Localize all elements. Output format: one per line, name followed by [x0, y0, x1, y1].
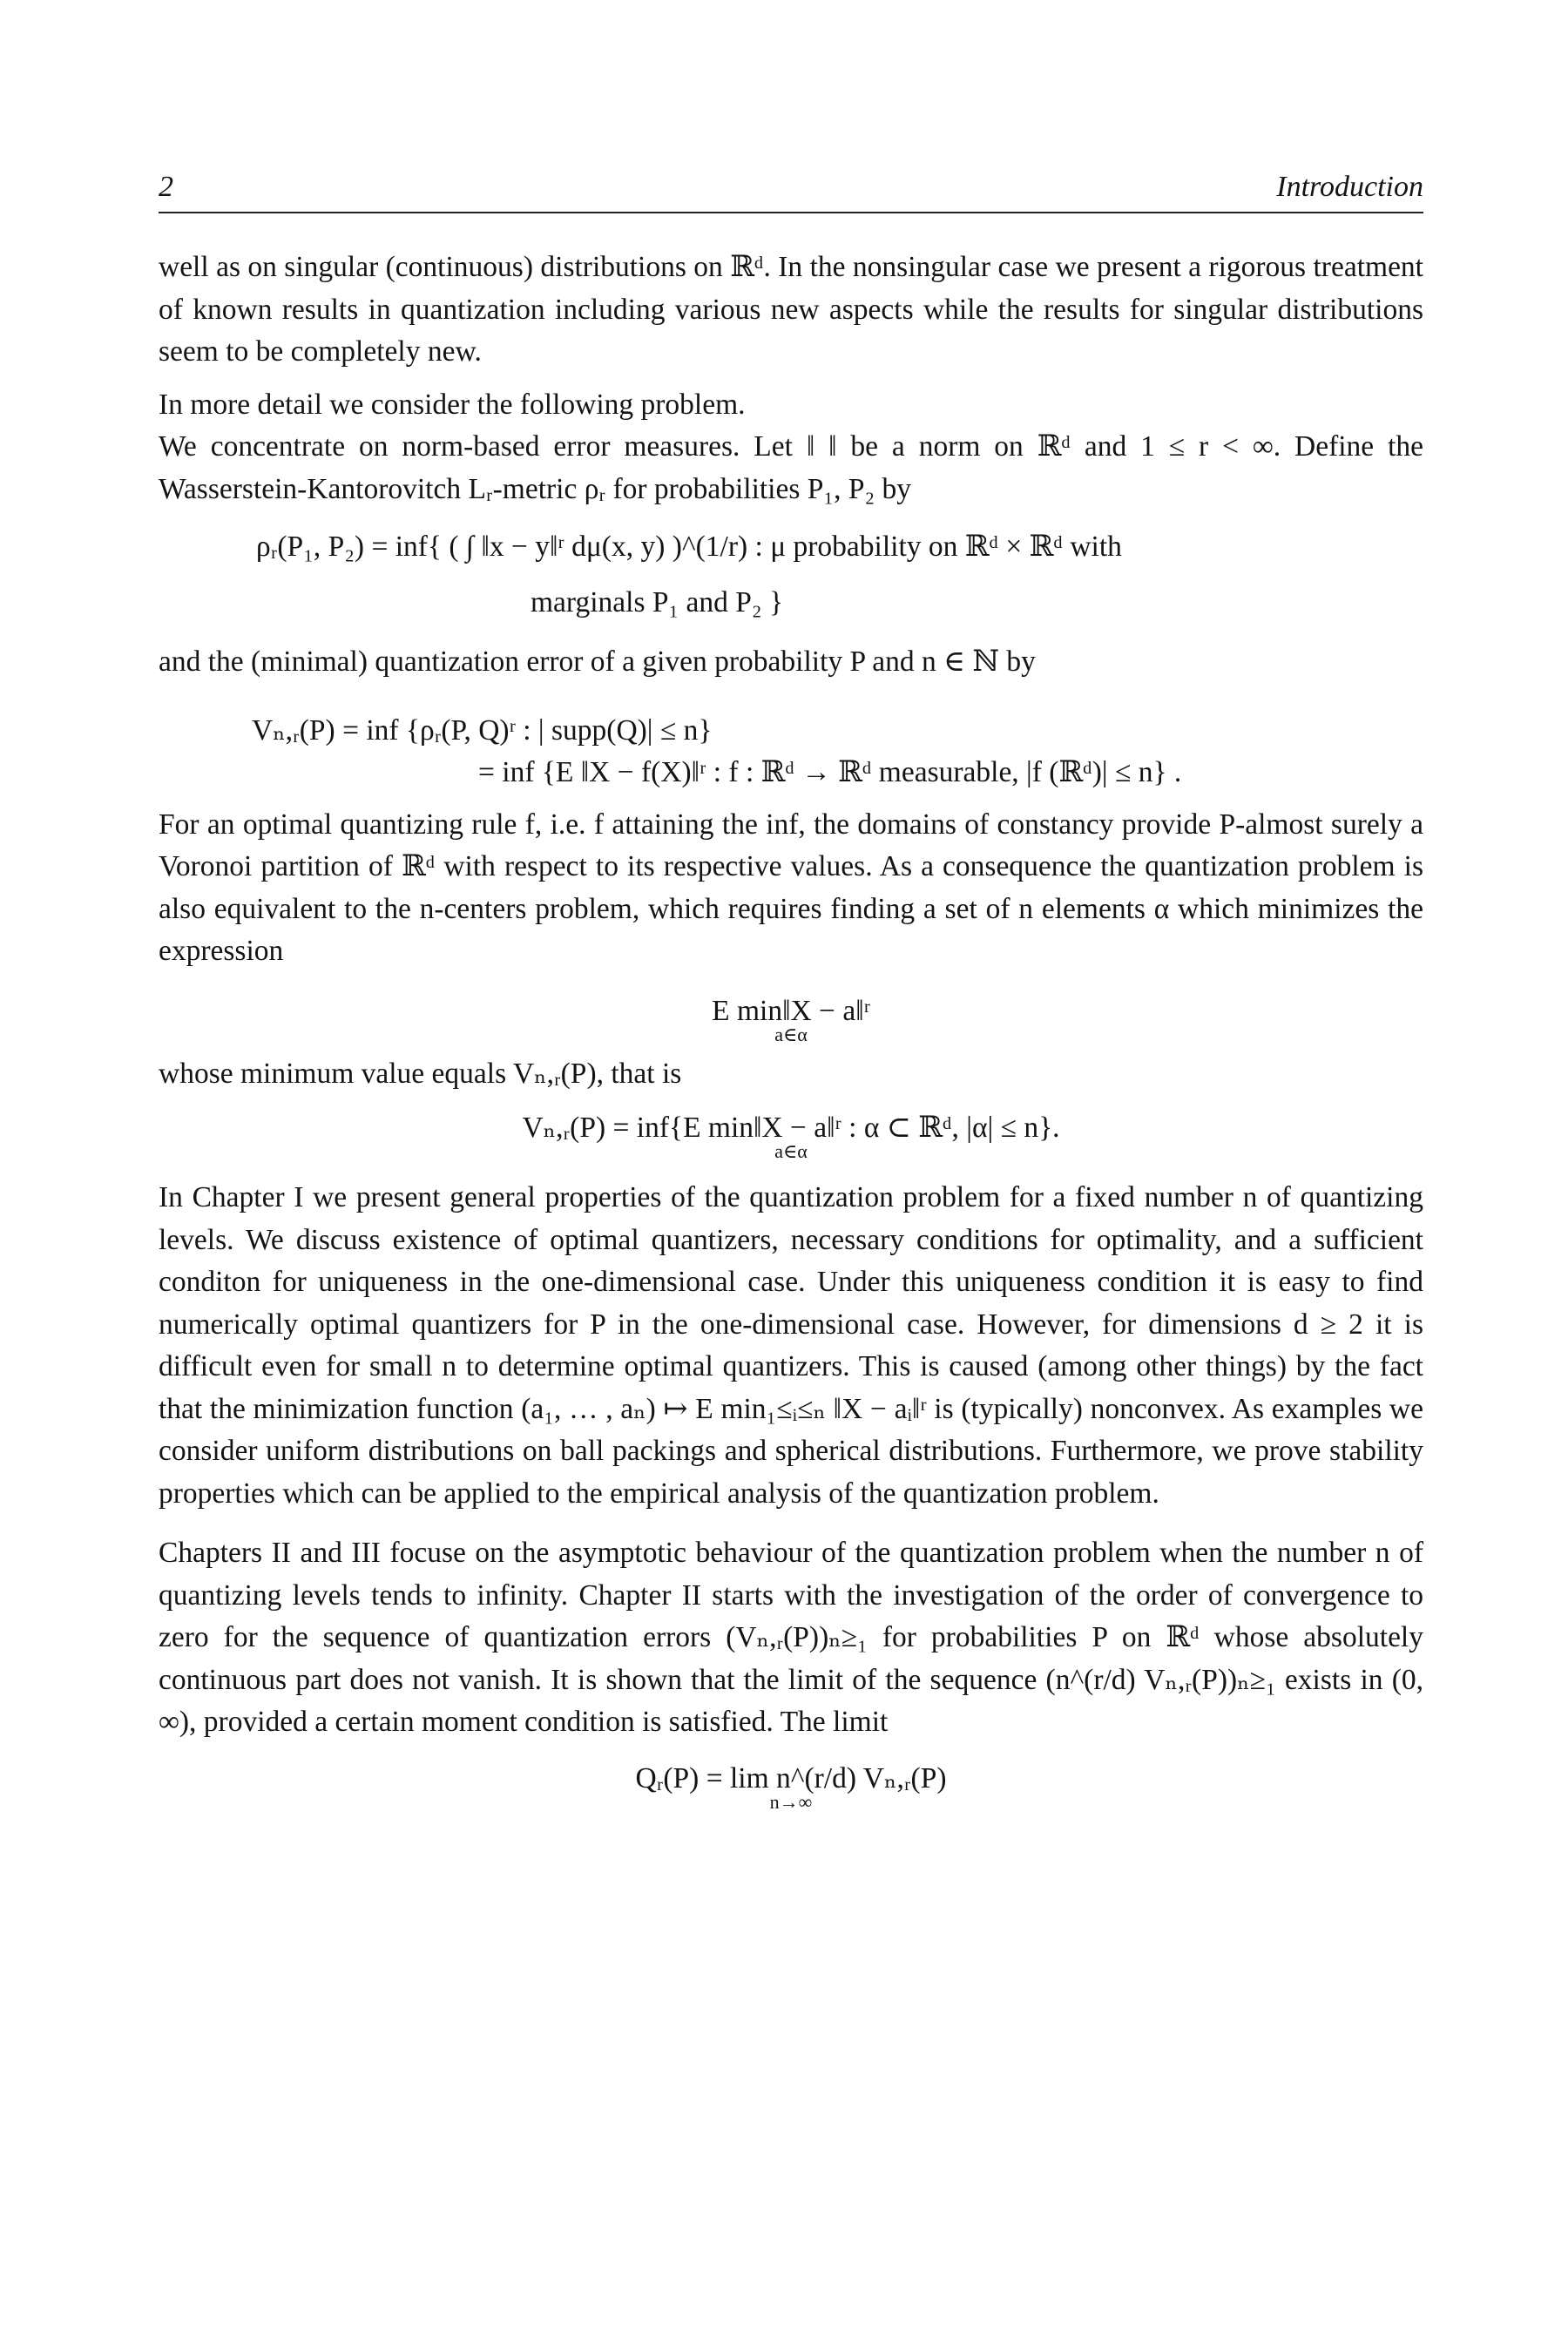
- equation-min-expression-subscript: a∈α: [774, 1023, 808, 1045]
- equation-minimum-value-stack: [522, 1107, 1060, 1162]
- paragraph-3: and the (minimal) quantization error of a given probability P and n ∈ ℕ by: [159, 645, 1036, 678]
- section-title: Introduction: [1276, 171, 1423, 203]
- equation-min-expression: [159, 990, 1423, 1043]
- equation-wasserstein-line2: marginals P₁ and P₂ }: [531, 586, 784, 618]
- equation-limit: [159, 1758, 1423, 1813]
- equation-min-expression-stack: [712, 990, 870, 1043]
- equation-quantization-error-line1: Vₙ,ᵣ(P) = inf {ρᵣ(P, Q)ʳ : | supp(Q)| ≤ n}: [252, 713, 713, 747]
- paragraph-2a: In more detail we consider the following problem.: [159, 388, 746, 421]
- paragraph-1: well as on singular (continuous) distributions on ℝᵈ. In the nonsingular case we present a rigorous treatment of known results in quantization including various new aspects while the results for singular distributions seem to be completely new.: [159, 251, 1423, 368]
- equation-limit-main: Qᵣ(P) = lim n^(r/d) Vₙ,ᵣ(P): [635, 1761, 947, 1794]
- equation-quantization-error-line2: = inf {E ‖X − f(X)‖ʳ : f : ℝᵈ → ℝᵈ measurable, |f (ℝᵈ)| ≤ n} .: [478, 755, 1182, 788]
- equation-minimum-value: [159, 1107, 1423, 1162]
- equation-min-expression-main: E min‖X − a‖ʳ: [712, 994, 870, 1027]
- equation-minimum-value-main: Vₙ,ᵣ(P) = inf{E min‖X − a‖ʳ : α ⊂ ℝᵈ, |α| ≤ n}.: [522, 1112, 1060, 1144]
- equation-limit-subscript: n→∞: [769, 1790, 813, 1813]
- equation-limit-stack: [635, 1758, 947, 1813]
- running-head: [159, 170, 1423, 213]
- equation-quantization-error: [159, 710, 1423, 794]
- body-text: [159, 247, 1423, 1813]
- page-number: 2: [159, 171, 173, 203]
- paragraph-5: whose minimum value equals Vₙ,ᵣ(P), that is: [159, 1057, 682, 1090]
- paragraph-7: Chapters II and III focuse on the asymptotic behaviour of the quantization problem when the number n of quantizing levels tends to infinity. Chapter II starts with the investigation of the order of convergence to zero for the sequence of quantization errors (Vₙ,ᵣ(P))ₙ≥₁ for probabilities P on ℝᵈ whose absolutely continuous part does not vanish. It is shown that the limit of the sequence (n^(r/d) Vₙ,ᵣ(P))ₙ≥₁ exists in (0, ∞), provided a certain moment condition is satisfied. The limit: [159, 1537, 1423, 1738]
- paragraph-4: For an optimal quantizing rule f, i.e. f attaining the inf, the domains of constancy provide P-almost surely a Voronoi partition of ℝᵈ with respect to its respective values. As a consequence the quantization problem is also equivalent to the n-centers problem, which requires finding a set of n elements α which minimizes the expression: [159, 808, 1423, 967]
- paragraph-2b: We concentrate on norm-based error measures. Let ‖ ‖ be a norm on ℝᵈ and 1 ≤ r < ∞. Define the Wasserstein-Kantorovitch Lᵣ-metric ρᵣ for probabilities P₁, P₂ by: [159, 430, 1423, 505]
- equation-minimum-value-subscript: a∈α: [774, 1140, 808, 1162]
- equation-wasserstein-line1: ρᵣ(P₁, P₂) = inf{ ( ∫ ‖x − y‖ʳ dμ(x, y) )^(1/r) : μ probability on ℝᵈ × ℝᵈ with: [256, 531, 1122, 563]
- page: [159, 170, 1423, 1813]
- paragraph-6: In Chapter I we present general properties of the quantization problem for a fixed number n of quantizing levels. We discuss existence of optimal quantizers, necessary conditions for optimality, and a sufficient conditon for uniqueness in the one-dimensional case. Under this uniqueness condition it is easy to find numerically optimal quantizers for P in the one-dimensional case. However, for dimensions d ≥ 2 it is difficult even for small n to determine optimal quantizers. This is caused (among other things) by the fact that the minimization function (a₁, … , aₙ) ↦ E min₁≤ᵢ≤ₙ ‖X − aᵢ‖ʳ is (typically) nonconvex. As examples we consider uniform distributions on ball packings and spherical distributions. Furthermore, we prove stability properties which can be applied to the empirical analysis of the quantization problem.: [159, 1181, 1423, 1510]
